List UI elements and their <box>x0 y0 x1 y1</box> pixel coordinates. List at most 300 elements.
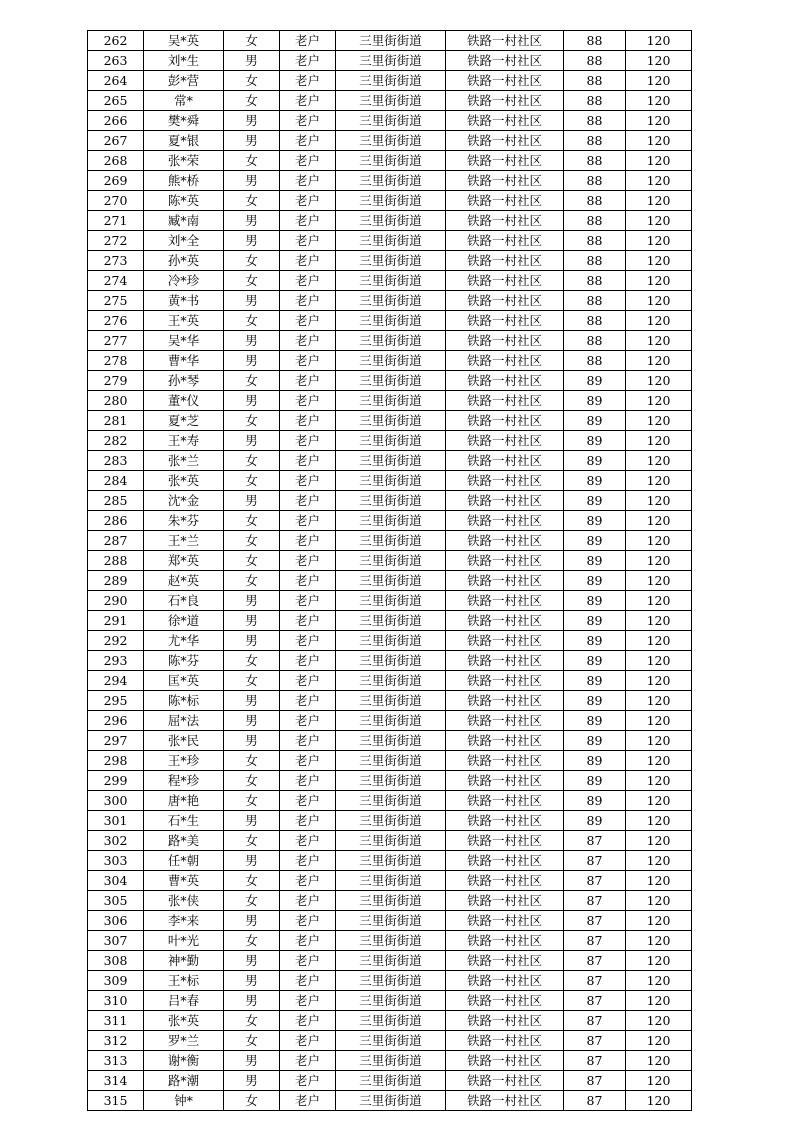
age-cell: 87 <box>564 871 626 891</box>
name-cell: 董*仪 <box>144 391 224 411</box>
household-type-cell: 老户 <box>280 751 336 771</box>
amount-cell: 120 <box>626 191 692 211</box>
age-cell: 87 <box>564 891 626 911</box>
row-number: 274 <box>88 271 144 291</box>
name-cell: 常* <box>144 91 224 111</box>
name-cell: 张*侠 <box>144 891 224 911</box>
row-number: 290 <box>88 591 144 611</box>
gender-cell: 女 <box>224 671 280 691</box>
row-number: 270 <box>88 191 144 211</box>
age-cell: 88 <box>564 331 626 351</box>
age-cell: 87 <box>564 1031 626 1051</box>
age-cell: 88 <box>564 231 626 251</box>
amount-cell: 120 <box>626 811 692 831</box>
community-cell: 铁路一村社区 <box>446 791 564 811</box>
age-cell: 88 <box>564 291 626 311</box>
amount-cell: 120 <box>626 991 692 1011</box>
gender-cell: 女 <box>224 931 280 951</box>
age-cell: 88 <box>564 251 626 271</box>
row-number: 314 <box>88 1071 144 1091</box>
row-number: 279 <box>88 371 144 391</box>
table-row <box>88 491 692 511</box>
gender-cell: 女 <box>224 791 280 811</box>
row-number: 273 <box>88 251 144 271</box>
table-row <box>88 371 692 391</box>
community-cell: 铁路一村社区 <box>446 51 564 71</box>
row-number: 315 <box>88 1091 144 1111</box>
table-row <box>88 771 692 791</box>
table-row <box>88 351 692 371</box>
household-type-cell: 老户 <box>280 891 336 911</box>
name-cell: 刘*生 <box>144 51 224 71</box>
gender-cell: 男 <box>224 991 280 1011</box>
subdistrict-cell: 三里街街道 <box>336 371 446 391</box>
community-cell: 铁路一村社区 <box>446 471 564 491</box>
community-cell: 铁路一村社区 <box>446 1051 564 1071</box>
subdistrict-cell: 三里街街道 <box>336 531 446 551</box>
subdistrict-cell: 三里街街道 <box>336 711 446 731</box>
name-cell: 王*英 <box>144 311 224 331</box>
name-cell: 赵*英 <box>144 571 224 591</box>
gender-cell: 女 <box>224 511 280 531</box>
table-row <box>88 871 692 891</box>
gender-cell: 男 <box>224 851 280 871</box>
amount-cell: 120 <box>626 511 692 531</box>
subdistrict-cell: 三里街街道 <box>336 631 446 651</box>
household-type-cell: 老户 <box>280 651 336 671</box>
age-cell: 89 <box>564 791 626 811</box>
row-number: 298 <box>88 751 144 771</box>
age-cell: 89 <box>564 391 626 411</box>
amount-cell: 120 <box>626 431 692 451</box>
table-row <box>88 691 692 711</box>
row-number: 289 <box>88 571 144 591</box>
age-cell: 87 <box>564 911 626 931</box>
subdistrict-cell: 三里街街道 <box>336 831 446 851</box>
household-type-cell: 老户 <box>280 1011 336 1031</box>
age-cell: 89 <box>564 771 626 791</box>
household-type-cell: 老户 <box>280 551 336 571</box>
amount-cell: 120 <box>626 51 692 71</box>
community-cell: 铁路一村社区 <box>446 111 564 131</box>
household-type-cell: 老户 <box>280 951 336 971</box>
subdistrict-cell: 三里街街道 <box>336 71 446 91</box>
row-number: 285 <box>88 491 144 511</box>
row-number: 286 <box>88 511 144 531</box>
amount-cell: 120 <box>626 1011 692 1031</box>
amount-cell: 120 <box>626 891 692 911</box>
name-cell: 王*寿 <box>144 431 224 451</box>
name-cell: 路*美 <box>144 831 224 851</box>
gender-cell: 女 <box>224 191 280 211</box>
subdistrict-cell: 三里街街道 <box>336 271 446 291</box>
gender-cell: 男 <box>224 211 280 231</box>
table-row <box>88 991 692 1011</box>
subdistrict-cell: 三里街街道 <box>336 671 446 691</box>
table-row <box>88 851 692 871</box>
community-cell: 铁路一村社区 <box>446 771 564 791</box>
community-cell: 铁路一村社区 <box>446 31 564 51</box>
age-cell: 89 <box>564 631 626 651</box>
amount-cell: 120 <box>626 371 692 391</box>
name-cell: 刘*全 <box>144 231 224 251</box>
table-row <box>88 531 692 551</box>
age-cell: 89 <box>564 551 626 571</box>
row-number: 264 <box>88 71 144 91</box>
name-cell: 彭*营 <box>144 71 224 91</box>
household-type-cell: 老户 <box>280 411 336 431</box>
community-cell: 铁路一村社区 <box>446 71 564 91</box>
community-cell: 铁路一村社区 <box>446 511 564 531</box>
community-cell: 铁路一村社区 <box>446 1091 564 1111</box>
amount-cell: 120 <box>626 171 692 191</box>
age-cell: 88 <box>564 191 626 211</box>
subdistrict-cell: 三里街街道 <box>336 591 446 611</box>
table-row <box>88 571 692 591</box>
subdistrict-cell: 三里街街道 <box>336 1011 446 1031</box>
row-number: 281 <box>88 411 144 431</box>
row-number: 287 <box>88 531 144 551</box>
name-cell: 匡*英 <box>144 671 224 691</box>
row-number: 312 <box>88 1031 144 1051</box>
household-type-cell: 老户 <box>280 171 336 191</box>
table-row <box>88 791 692 811</box>
row-number: 268 <box>88 151 144 171</box>
table-row <box>88 811 692 831</box>
name-cell: 石*良 <box>144 591 224 611</box>
amount-cell: 120 <box>626 91 692 111</box>
subdistrict-cell: 三里街街道 <box>336 651 446 671</box>
gender-cell: 女 <box>224 531 280 551</box>
table-row <box>88 111 692 131</box>
gender-cell: 男 <box>224 431 280 451</box>
name-cell: 张*兰 <box>144 451 224 471</box>
row-number: 304 <box>88 871 144 891</box>
table-row <box>88 271 692 291</box>
age-cell: 89 <box>564 711 626 731</box>
gender-cell: 女 <box>224 411 280 431</box>
amount-cell: 120 <box>626 1071 692 1091</box>
age-cell: 88 <box>564 211 626 231</box>
name-cell: 张*英 <box>144 1011 224 1031</box>
age-cell: 88 <box>564 111 626 131</box>
row-number: 302 <box>88 831 144 851</box>
household-type-cell: 老户 <box>280 471 336 491</box>
row-number: 266 <box>88 111 144 131</box>
household-type-cell: 老户 <box>280 71 336 91</box>
table-row <box>88 911 692 931</box>
row-number: 283 <box>88 451 144 471</box>
household-type-cell: 老户 <box>280 451 336 471</box>
household-type-cell: 老户 <box>280 391 336 411</box>
gender-cell: 男 <box>224 491 280 511</box>
amount-cell: 120 <box>626 771 692 791</box>
household-type-cell: 老户 <box>280 191 336 211</box>
gender-cell: 女 <box>224 451 280 471</box>
name-cell: 石*生 <box>144 811 224 831</box>
household-type-cell: 老户 <box>280 711 336 731</box>
row-number: 277 <box>88 331 144 351</box>
age-cell: 87 <box>564 1071 626 1091</box>
subdistrict-cell: 三里街街道 <box>336 451 446 471</box>
name-cell: 钟* <box>144 1091 224 1111</box>
row-number: 299 <box>88 771 144 791</box>
row-number: 263 <box>88 51 144 71</box>
household-type-cell: 老户 <box>280 211 336 231</box>
amount-cell: 120 <box>626 1031 692 1051</box>
name-cell: 陈*标 <box>144 691 224 711</box>
amount-cell: 120 <box>626 951 692 971</box>
amount-cell: 120 <box>626 791 692 811</box>
name-cell: 夏*芝 <box>144 411 224 431</box>
amount-cell: 120 <box>626 31 692 51</box>
household-type-cell: 老户 <box>280 771 336 791</box>
community-cell: 铁路一村社区 <box>446 231 564 251</box>
subdistrict-cell: 三里街街道 <box>336 771 446 791</box>
household-type-cell: 老户 <box>280 911 336 931</box>
community-cell: 铁路一村社区 <box>446 651 564 671</box>
name-cell: 程*珍 <box>144 771 224 791</box>
subdistrict-cell: 三里街街道 <box>336 431 446 451</box>
table-row <box>88 731 692 751</box>
name-cell: 沈*金 <box>144 491 224 511</box>
name-cell: 冷*珍 <box>144 271 224 291</box>
name-cell: 张*荣 <box>144 151 224 171</box>
name-cell: 路*潮 <box>144 1071 224 1091</box>
amount-cell: 120 <box>626 291 692 311</box>
subdistrict-cell: 三里街街道 <box>336 411 446 431</box>
subdistrict-cell: 三里街街道 <box>336 971 446 991</box>
gender-cell: 女 <box>224 1011 280 1031</box>
table-row <box>88 1091 692 1111</box>
gender-cell: 女 <box>224 571 280 591</box>
row-number: 278 <box>88 351 144 371</box>
age-cell: 87 <box>564 831 626 851</box>
age-cell: 89 <box>564 471 626 491</box>
household-type-cell: 老户 <box>280 1091 336 1111</box>
gender-cell: 男 <box>224 711 280 731</box>
community-cell: 铁路一村社区 <box>446 191 564 211</box>
gender-cell: 女 <box>224 91 280 111</box>
age-cell: 88 <box>564 171 626 191</box>
row-number: 276 <box>88 311 144 331</box>
subdistrict-cell: 三里街街道 <box>336 31 446 51</box>
gender-cell: 女 <box>224 551 280 571</box>
gender-cell: 男 <box>224 111 280 131</box>
amount-cell: 120 <box>626 931 692 951</box>
amount-cell: 120 <box>626 331 692 351</box>
community-cell: 铁路一村社区 <box>446 491 564 511</box>
table-row <box>88 831 692 851</box>
subdistrict-cell: 三里街街道 <box>336 571 446 591</box>
age-cell: 88 <box>564 51 626 71</box>
household-type-cell: 老户 <box>280 591 336 611</box>
amount-cell: 120 <box>626 231 692 251</box>
table-row <box>88 31 692 51</box>
community-cell: 铁路一村社区 <box>446 1031 564 1051</box>
age-cell: 89 <box>564 371 626 391</box>
community-cell: 铁路一村社区 <box>446 891 564 911</box>
table-row <box>88 71 692 91</box>
gender-cell: 男 <box>224 351 280 371</box>
table-row <box>88 1031 692 1051</box>
subdistrict-cell: 三里街街道 <box>336 891 446 911</box>
table-row <box>88 591 692 611</box>
community-cell: 铁路一村社区 <box>446 591 564 611</box>
community-cell: 铁路一村社区 <box>446 271 564 291</box>
household-type-cell: 老户 <box>280 51 336 71</box>
community-cell: 铁路一村社区 <box>446 691 564 711</box>
row-number: 295 <box>88 691 144 711</box>
subdistrict-cell: 三里街街道 <box>336 131 446 151</box>
age-cell: 88 <box>564 91 626 111</box>
row-number: 269 <box>88 171 144 191</box>
amount-cell: 120 <box>626 211 692 231</box>
age-cell: 89 <box>564 511 626 531</box>
age-cell: 89 <box>564 591 626 611</box>
amount-cell: 120 <box>626 831 692 851</box>
household-type-cell: 老户 <box>280 1071 336 1091</box>
community-cell: 铁路一村社区 <box>446 951 564 971</box>
subdistrict-cell: 三里街街道 <box>336 791 446 811</box>
name-cell: 黄*书 <box>144 291 224 311</box>
household-type-cell: 老户 <box>280 531 336 551</box>
community-cell: 铁路一村社区 <box>446 971 564 991</box>
community-cell: 铁路一村社区 <box>446 731 564 751</box>
name-cell: 吕*春 <box>144 991 224 1011</box>
row-number: 275 <box>88 291 144 311</box>
subdistrict-cell: 三里街街道 <box>336 311 446 331</box>
household-type-cell: 老户 <box>280 351 336 371</box>
name-cell: 吴*英 <box>144 31 224 51</box>
name-cell: 叶*光 <box>144 931 224 951</box>
table-body <box>88 31 692 1111</box>
subdistrict-cell: 三里街街道 <box>336 211 446 231</box>
age-cell: 89 <box>564 731 626 751</box>
amount-cell: 120 <box>626 871 692 891</box>
amount-cell: 120 <box>626 671 692 691</box>
subdistrict-cell: 三里街街道 <box>336 811 446 831</box>
age-cell: 89 <box>564 671 626 691</box>
household-type-cell: 老户 <box>280 491 336 511</box>
table-row <box>88 931 692 951</box>
household-type-cell: 老户 <box>280 431 336 451</box>
household-type-cell: 老户 <box>280 311 336 331</box>
amount-cell: 120 <box>626 631 692 651</box>
household-type-cell: 老户 <box>280 671 336 691</box>
gender-cell: 女 <box>224 871 280 891</box>
table-row <box>88 471 692 491</box>
age-cell: 88 <box>564 71 626 91</box>
age-cell: 87 <box>564 951 626 971</box>
age-cell: 89 <box>564 451 626 471</box>
table-row <box>88 391 692 411</box>
amount-cell: 120 <box>626 691 692 711</box>
table-row <box>88 431 692 451</box>
subdistrict-cell: 三里街街道 <box>336 511 446 531</box>
household-type-cell: 老户 <box>280 571 336 591</box>
household-type-cell: 老户 <box>280 1031 336 1051</box>
name-cell: 陈*芬 <box>144 651 224 671</box>
household-type-cell: 老户 <box>280 631 336 651</box>
age-cell: 89 <box>564 651 626 671</box>
row-number: 296 <box>88 711 144 731</box>
table-row <box>88 291 692 311</box>
row-number: 305 <box>88 891 144 911</box>
amount-cell: 120 <box>626 391 692 411</box>
gender-cell: 男 <box>224 1051 280 1071</box>
gender-cell: 男 <box>224 391 280 411</box>
name-cell: 神*勤 <box>144 951 224 971</box>
community-cell: 铁路一村社区 <box>446 451 564 471</box>
community-cell: 铁路一村社区 <box>446 831 564 851</box>
age-cell: 87 <box>564 1051 626 1071</box>
amount-cell: 120 <box>626 71 692 91</box>
amount-cell: 120 <box>626 591 692 611</box>
household-type-cell: 老户 <box>280 331 336 351</box>
community-cell: 铁路一村社区 <box>446 631 564 651</box>
amount-cell: 120 <box>626 611 692 631</box>
row-number: 288 <box>88 551 144 571</box>
gender-cell: 男 <box>224 631 280 651</box>
age-cell: 87 <box>564 991 626 1011</box>
age-cell: 88 <box>564 311 626 331</box>
subdistrict-cell: 三里街街道 <box>336 251 446 271</box>
name-cell: 任*朝 <box>144 851 224 871</box>
gender-cell: 女 <box>224 31 280 51</box>
age-cell: 87 <box>564 931 626 951</box>
name-cell: 吴*华 <box>144 331 224 351</box>
name-cell: 王*标 <box>144 971 224 991</box>
household-type-cell: 老户 <box>280 91 336 111</box>
name-cell: 唐*艳 <box>144 791 224 811</box>
row-number: 310 <box>88 991 144 1011</box>
age-cell: 89 <box>564 691 626 711</box>
table-row <box>88 671 692 691</box>
subdistrict-cell: 三里街街道 <box>336 1071 446 1091</box>
gender-cell: 男 <box>224 811 280 831</box>
age-cell: 87 <box>564 851 626 871</box>
subdistrict-cell: 三里街街道 <box>336 951 446 971</box>
subdistrict-cell: 三里街街道 <box>336 1091 446 1111</box>
row-number: 303 <box>88 851 144 871</box>
amount-cell: 120 <box>626 571 692 591</box>
table-row <box>88 971 692 991</box>
name-cell: 臧*南 <box>144 211 224 231</box>
community-cell: 铁路一村社区 <box>446 851 564 871</box>
subdistrict-cell: 三里街街道 <box>336 1051 446 1071</box>
household-type-cell: 老户 <box>280 791 336 811</box>
amount-cell: 120 <box>626 471 692 491</box>
subdistrict-cell: 三里街街道 <box>336 551 446 571</box>
name-cell: 王*兰 <box>144 531 224 551</box>
name-cell: 罗*兰 <box>144 1031 224 1051</box>
gender-cell: 女 <box>224 151 280 171</box>
gender-cell: 女 <box>224 371 280 391</box>
table-row <box>88 171 692 191</box>
row-number: 262 <box>88 31 144 51</box>
name-cell: 孙*琴 <box>144 371 224 391</box>
row-number: 267 <box>88 131 144 151</box>
subdistrict-cell: 三里街街道 <box>336 171 446 191</box>
household-type-cell: 老户 <box>280 1051 336 1071</box>
table-row <box>88 51 692 71</box>
subdistrict-cell: 三里街街道 <box>336 991 446 1011</box>
subdistrict-cell: 三里街街道 <box>336 91 446 111</box>
community-cell: 铁路一村社区 <box>446 151 564 171</box>
table-row <box>88 131 692 151</box>
community-cell: 铁路一村社区 <box>446 131 564 151</box>
